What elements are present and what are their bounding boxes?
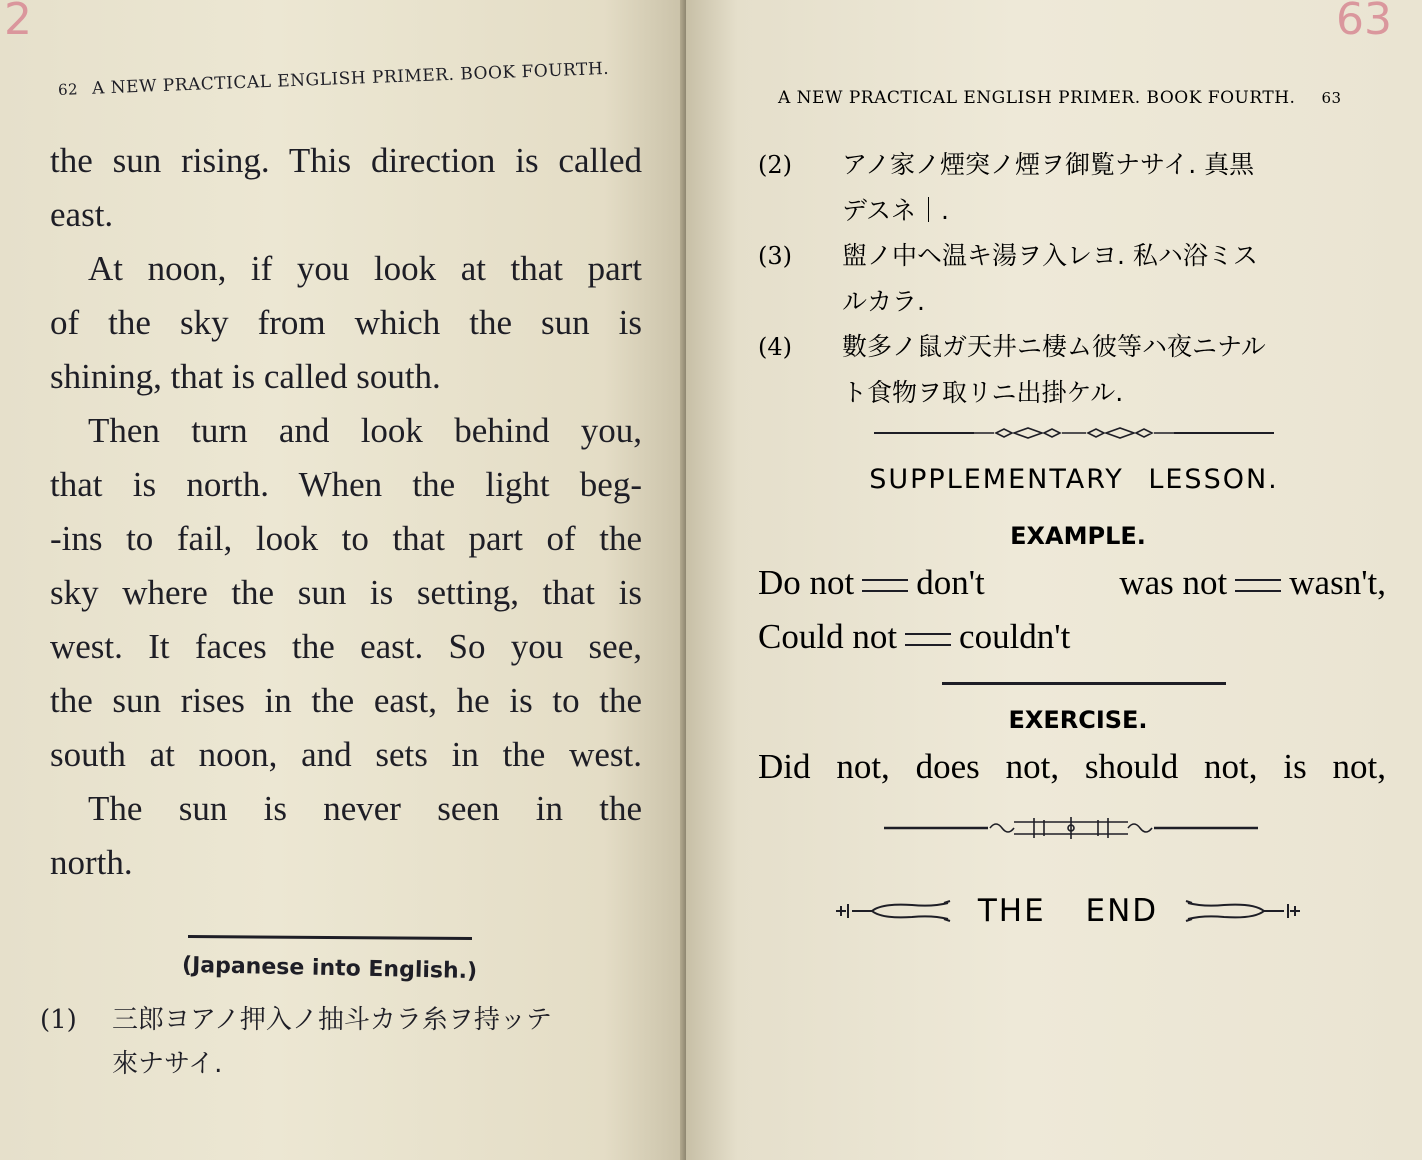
exercise-english-line: Did not, does not, should not, is not, [758, 747, 1386, 786]
exercise-japanese-line: 數多ノ鼠ガ天井ニ棲ム彼等ハ夜ニナル [842, 332, 1266, 361]
exercise-japanese-line: 來ナサイ. [112, 1049, 223, 1079]
pencil-page-mark-right: 63 [1336, 0, 1392, 45]
text-line: east. [50, 195, 114, 234]
equals-icon [862, 579, 908, 592]
japanese-exercise-list [758, 142, 1388, 415]
text-line: The sun is never seen in the [88, 789, 642, 828]
pencil-page-mark-left: 2 [4, 0, 32, 45]
scroll-divider-icon [884, 814, 1258, 842]
text-line: the sun rises in the east, he is to the [50, 681, 642, 720]
contraction-pair [758, 556, 985, 610]
exercise-item-2 [758, 142, 1388, 233]
example-heading: EXAMPLE. [1010, 522, 1146, 550]
contraction-pair [758, 617, 1070, 656]
text-line: shining, that is called south. [50, 357, 441, 396]
running-head-left [58, 59, 610, 100]
exercise-heading-left: (Japanese into English.) [181, 952, 478, 985]
contraction-short: don't [916, 563, 985, 602]
exercise-japanese-line: ト食物ヲ取リニ出掛ケル. [842, 378, 1124, 407]
contraction-pair [1119, 556, 1386, 610]
text-line: north. [50, 843, 133, 882]
the-end-text: THE END [977, 893, 1159, 929]
exercise-number: (1) [40, 1005, 77, 1035]
contraction-short: wasn't, [1289, 563, 1386, 602]
contraction-full: Do not [758, 563, 855, 602]
equals-icon [905, 633, 951, 646]
exercise-japanese-line: ルカラ. [842, 287, 925, 316]
exercise-japanese-line: 盥ノ中ヘ温キ湯ヲ入レヨ. 私ハ浴ミス [842, 241, 1258, 270]
contraction-short: couldn't [959, 617, 1071, 656]
the-end-banner [832, 888, 1302, 934]
section-rule-right [942, 682, 1226, 685]
contraction-full: was not [1119, 563, 1228, 602]
exercise-japanese-line: デスネ｜. [842, 196, 949, 225]
page-number-left: 62 [57, 80, 79, 99]
exercise-item-4 [758, 324, 1388, 415]
running-head-title-left: A NEW PRACTICAL ENGLISH PRIMER. BOOK FOURTH. [91, 58, 610, 99]
running-head-right [778, 88, 1356, 108]
text-line: the sun rising. This direction is called [50, 141, 642, 180]
left-flourish-icon [832, 896, 952, 926]
exercise-japanese-line: 三郎ヨアノ押入ノ抽斗カラ糸ヲ持ッテ [112, 1005, 552, 1035]
exercise-item-3 [758, 233, 1388, 324]
exercise-japanese-line: アノ家ノ煙突ノ煙ヲ御覧ナサイ. 真黒 [842, 150, 1255, 179]
text-line: west. It faces the east. So you see, [50, 627, 642, 666]
supplementary-lesson-title: SUPPLEMENTARY LESSON. [869, 464, 1279, 495]
exercise-heading-right: EXERCISE. [1008, 706, 1148, 734]
text-line: Then turn and look behind you, [88, 411, 642, 450]
exercise-number: (3) [758, 242, 792, 270]
contraction-full: Could not [758, 617, 898, 656]
text-line: sky where the sun is setting, that is [50, 573, 642, 612]
running-head-title-right: A NEW PRACTICAL ENGLISH PRIMER. BOOK FOURTH. [778, 88, 1296, 108]
text-line: -ins to fail, look to that part of the [50, 519, 642, 558]
exercise-number: (2) [758, 151, 792, 179]
text-line: that is north. When the light beg- [50, 465, 642, 504]
ornamental-divider-icon [874, 424, 1274, 442]
contraction-examples [758, 556, 1386, 664]
text-line: of the sky from which the sun is [50, 303, 642, 342]
exercise-number: (4) [758, 333, 792, 361]
page-number-right: 63 [1321, 89, 1342, 107]
right-flourish-icon [1184, 896, 1304, 926]
section-rule-left [188, 935, 472, 940]
exercise-item-1 [40, 998, 552, 1086]
text-line: south at noon, and sets in the west. [50, 735, 642, 774]
equals-icon [1235, 579, 1281, 592]
text-line: At noon, if you look at that part [88, 249, 642, 288]
lesson-text [50, 134, 642, 890]
left-page [0, 0, 686, 1160]
